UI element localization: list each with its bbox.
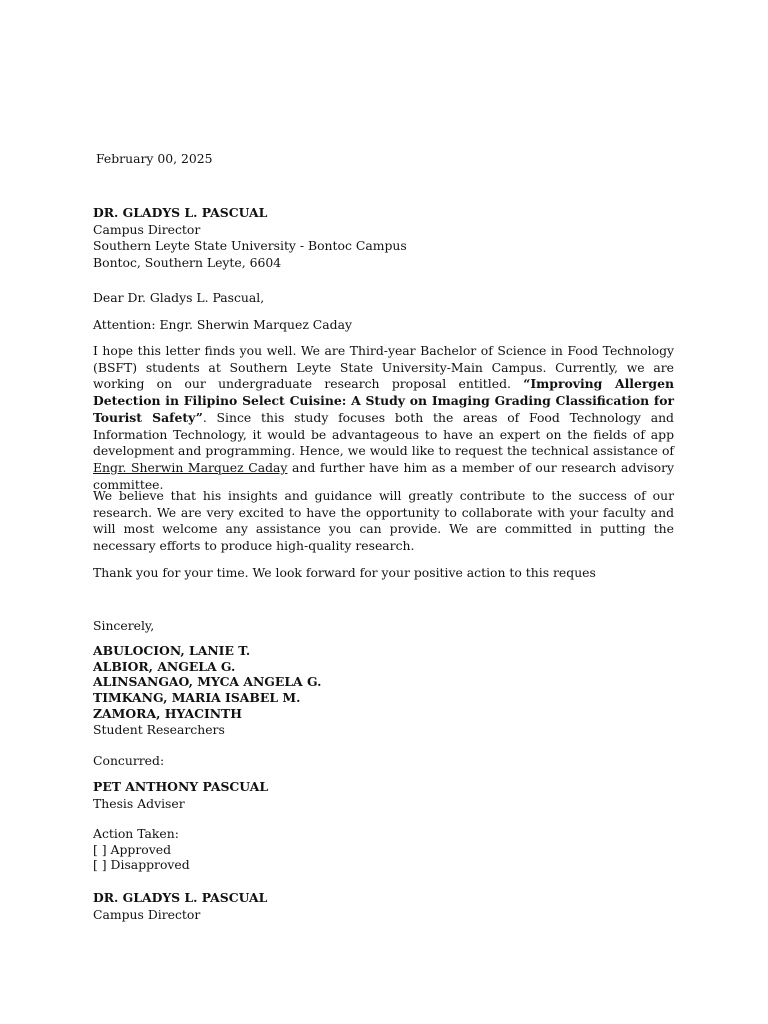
attention-line: Attention: Engr. Sherwin Marquez Caday [93, 317, 352, 332]
body-paragraph-1 [93, 343, 674, 493]
research-title: “Improving Allergen Detection in Filipino Select Cuisine: A Study on Imaging Grading Classification for Tourist Safety” [93, 376, 674, 425]
researcher-name: ALBIOR, ANGELA G. [93, 658, 236, 674]
recipient-title: Campus Director [93, 221, 201, 237]
body-paragraph-2: We believe that his insights and guidance will greatly contribute to the success of our research. We are very excited to have the opportunity to collaborate with your faculty and will most welcome any assistance you can provide. We are committed in putting the necessary efforts to produce high-quality research. [93, 488, 674, 554]
researcher-name: TIMKANG, MARIA ISABEL M. [93, 690, 301, 706]
recipient-block [93, 205, 407, 272]
adviser-name: PET ANTHONY PASCUAL [93, 779, 269, 794]
researcher-name: ABULOCION, LANIE T. [93, 643, 251, 658]
p1-end: and further have him as a member of our research advisory committee. [93, 459, 674, 492]
expert-name: Engr. Sherwin Marquez Caday [93, 459, 288, 475]
researchers-role: Student Researchers [93, 721, 225, 737]
adviser-block [93, 779, 268, 812]
signatory-block [93, 890, 267, 923]
closing: Sincerely, [93, 618, 155, 633]
concurred-label: Concurred: [93, 753, 165, 768]
researcher-name: ZAMORA, HYACINTH [93, 705, 242, 721]
letter-date: February 00, 2025 [96, 151, 213, 166]
recipient-address: Bontoc, Southern Leyte, 6604 [93, 255, 282, 271]
p1-intro: I hope this letter finds you well. We are Third-year Bachelor of Science in Food Technology (BSFT) students at Southern Leyte State University-Main Campus. Currently, we are working on our undergraduate research proposal entitled. [93, 343, 674, 392]
adviser-role: Thesis Adviser [93, 795, 185, 811]
approved-option: [ ] Approved [93, 841, 172, 857]
action-taken-label: Action Taken: [93, 826, 179, 841]
recipient-institution: Southern Leyte State University - Bontoc Campus [93, 238, 407, 254]
p1-middle: . Since this study focuses both the areas of Food Technology and Information Technology, it would be advantageous to have an expert on the fields of app development and programming. Hence, we would like to request the technical assistance of [93, 409, 674, 459]
researchers-block [93, 643, 321, 737]
researcher-name: ALINSANGAO, MYCA ANGELA G. [93, 674, 322, 690]
body-paragraph-3: Thank you for your time. We look forward for your positive action to this reques [93, 565, 596, 580]
signatory-name: DR. GLADYS L. PASCUAL [93, 890, 268, 905]
signatory-role: Campus Director [93, 906, 201, 922]
disapproved-option: [ ] Disapproved [93, 857, 190, 873]
salutation: Dear Dr. Gladys L. Pascual, [93, 290, 265, 305]
action-taken-block [93, 826, 190, 873]
recipient-name: DR. GLADYS L. PASCUAL [93, 205, 268, 220]
